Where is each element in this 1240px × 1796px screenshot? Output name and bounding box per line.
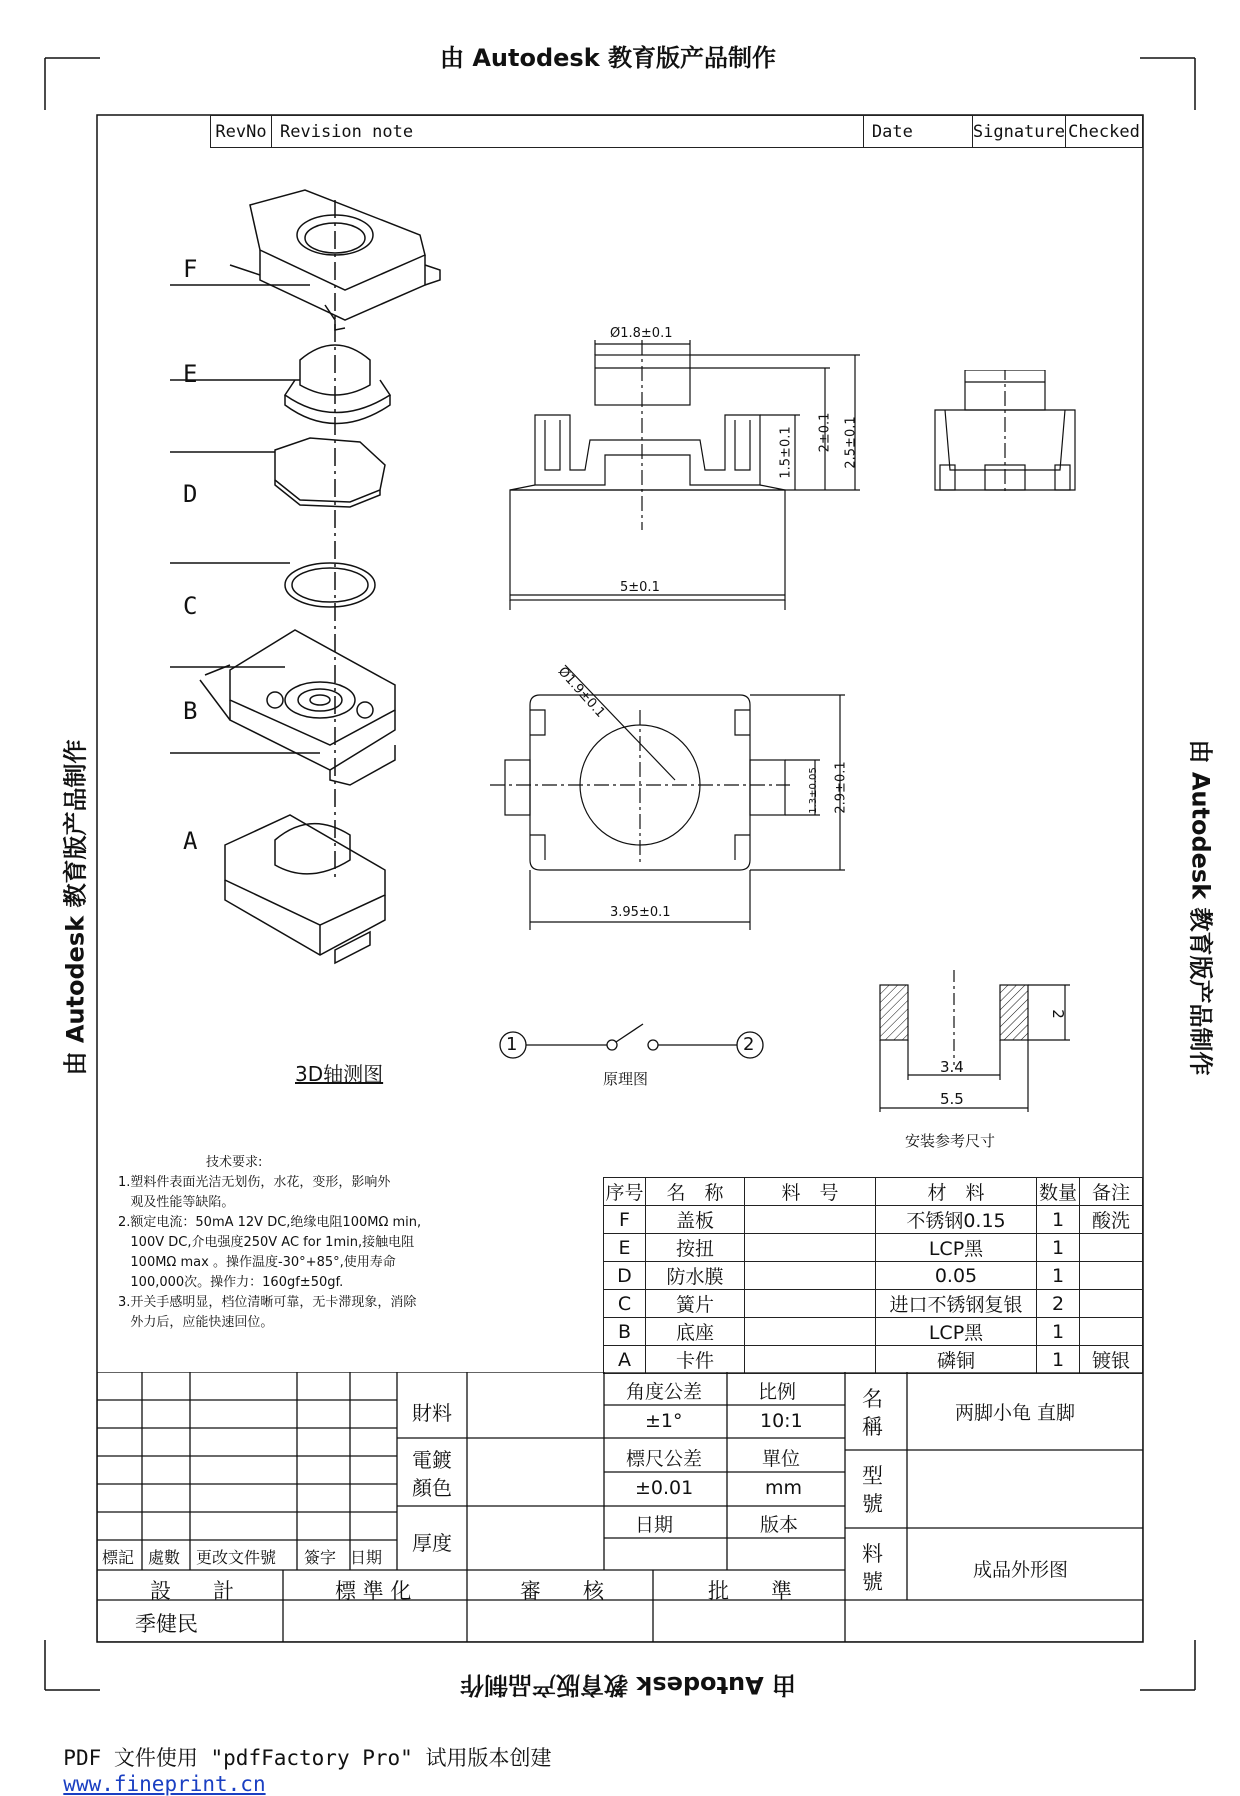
unit-value: mm bbox=[765, 1477, 803, 1499]
bom-cell: 镀银 bbox=[1080, 1346, 1143, 1374]
rev-col-revno: RevNo bbox=[211, 116, 272, 148]
dim-cap-diameter: Ø1.8±0.1 bbox=[610, 326, 673, 341]
bom-cell: 1 bbox=[1037, 1318, 1080, 1346]
version-label: 版本 bbox=[760, 1514, 799, 1536]
table-row bbox=[604, 1234, 1143, 1262]
rev-col-signature: Signature bbox=[972, 116, 1065, 148]
bom-cell: F bbox=[604, 1206, 646, 1234]
bom-cell: 1 bbox=[1037, 1262, 1080, 1290]
dim-pad-height: 2 bbox=[1048, 1009, 1067, 1019]
notes-line: 外力后，应能快速回位。 bbox=[118, 1315, 274, 1330]
bom-cell bbox=[745, 1318, 876, 1346]
design-label: 設 計 bbox=[150, 1579, 234, 1603]
name-label: 名稱 bbox=[862, 1387, 883, 1439]
scale-value: 10:1 bbox=[760, 1410, 803, 1432]
bom-cell: 进口不锈钢复银 bbox=[876, 1290, 1037, 1318]
thickness-label: 厚度 bbox=[412, 1531, 452, 1555]
bom-cell bbox=[1080, 1290, 1143, 1318]
rev-col-mark: 標記 bbox=[102, 1548, 135, 1567]
side-view bbox=[490, 320, 890, 610]
table-row bbox=[604, 1262, 1143, 1290]
bom-cell: 1 bbox=[1037, 1234, 1080, 1262]
bom-cell: 酸洗 bbox=[1080, 1206, 1143, 1234]
material-label: 財料 bbox=[412, 1401, 452, 1425]
bom-table bbox=[603, 1177, 1143, 1374]
bom-header-row bbox=[604, 1178, 1143, 1206]
label-a: A bbox=[183, 827, 198, 855]
date-label: 日期 bbox=[635, 1514, 674, 1536]
technical-notes bbox=[118, 1153, 598, 1333]
label-b: B bbox=[183, 697, 198, 725]
rev-col-date: Date bbox=[863, 116, 972, 148]
watermark-top: 由 Autodesk 教育版产品制作 bbox=[440, 44, 777, 72]
bom-cell: LCP黑 bbox=[876, 1234, 1037, 1262]
caption-schematic: 原理图 bbox=[603, 1070, 649, 1088]
end-view bbox=[930, 370, 1110, 500]
terminal-1: 1 bbox=[506, 1034, 518, 1055]
model-label: 型號 bbox=[862, 1464, 883, 1516]
notes-line: 观及性能等缺陷。 bbox=[118, 1195, 235, 1210]
label-c: C bbox=[183, 592, 198, 620]
bom-cell: D bbox=[604, 1262, 646, 1290]
notes-line: 100,000次。操作力：160gf±50gf. bbox=[118, 1275, 344, 1290]
exploded-view bbox=[170, 180, 470, 1100]
angle-tol-value: ±1° bbox=[645, 1410, 683, 1432]
caption-3d-view: 3D轴测图 bbox=[295, 1062, 384, 1086]
part-b-base bbox=[230, 630, 395, 745]
notes-title: 技术要求: bbox=[206, 1155, 263, 1170]
bom-cell: 底座 bbox=[646, 1318, 745, 1346]
bom-cell: 不锈钢0.15 bbox=[876, 1206, 1037, 1234]
bom-cell bbox=[745, 1206, 876, 1234]
bom-header: 料 号 bbox=[745, 1178, 876, 1206]
plating-label: 電鍍顏色 bbox=[412, 1448, 452, 1500]
bom-cell: B bbox=[604, 1318, 646, 1346]
schematic-diagram bbox=[495, 1020, 775, 1070]
bom-cell bbox=[745, 1290, 876, 1318]
notes-line: 100MΩ max 。操作温度-30°+85°,使用寿命 bbox=[118, 1255, 396, 1270]
rev-col-note: Revision note bbox=[272, 116, 864, 148]
bom-cell: 磷铜 bbox=[876, 1346, 1037, 1374]
part-c-contact bbox=[285, 563, 375, 607]
label-d: D bbox=[183, 480, 198, 508]
approve-label: 批 準 bbox=[708, 1579, 792, 1603]
footer-link[interactable]: www.fineprint.cn bbox=[63, 1772, 266, 1796]
bom-cell bbox=[1080, 1318, 1143, 1346]
watermark-right: 由 Autodesk 教育版产品制作 bbox=[1186, 739, 1215, 1076]
partno-value: 成品外形图 bbox=[973, 1559, 1069, 1581]
revision-table bbox=[210, 115, 1143, 148]
bom-header: 序号 bbox=[604, 1178, 646, 1206]
unit-label: 單位 bbox=[762, 1448, 801, 1470]
footer-text: PDF 文件使用 "pdfFactory Pro" 试用版本创建 bbox=[63, 1746, 552, 1770]
standard-label: 標 準 化 bbox=[335, 1579, 412, 1603]
dim-h3: 2.5±0.1 bbox=[843, 416, 859, 469]
partno-label: 料號 bbox=[862, 1542, 883, 1594]
part-assembled bbox=[225, 815, 385, 925]
dim-tol-label: 標尺公差 bbox=[626, 1448, 703, 1470]
rev-col-checked: Checked bbox=[1066, 116, 1143, 148]
part-d-membrane bbox=[275, 438, 385, 502]
rev-col-date: 日期 bbox=[350, 1548, 383, 1567]
terminal-2: 2 bbox=[743, 1034, 755, 1055]
dim-top-diameter: Ø1.9±0.1 bbox=[554, 664, 608, 721]
bom-header: 材 料 bbox=[876, 1178, 1037, 1206]
notes-line: 2.额定电流：50mA 12V DC,绝缘电阻100MΩ min, bbox=[118, 1215, 422, 1230]
caption-mount: 安装参考尺寸 bbox=[905, 1132, 996, 1150]
scale-label: 比例 bbox=[758, 1381, 797, 1403]
label-f: F bbox=[183, 255, 198, 283]
bom-cell: 防水膜 bbox=[646, 1262, 745, 1290]
review-label: 審 核 bbox=[520, 1579, 604, 1603]
dim-h1: 1.5±0.1 bbox=[778, 426, 794, 479]
watermark-bottom: 由 Autodesk 教育版产品制作 bbox=[460, 1671, 797, 1699]
table-row bbox=[604, 1318, 1143, 1346]
notes-line: 3.开关手感明显，档位清晰可靠，无卡滞现象，消除 bbox=[118, 1295, 417, 1310]
bom-cell: A bbox=[604, 1346, 646, 1374]
bom-header: 名 称 bbox=[646, 1178, 745, 1206]
bom-cell bbox=[745, 1262, 876, 1290]
rev-col-count: 處數 bbox=[148, 1548, 181, 1567]
dim-tol-value: ±0.01 bbox=[635, 1477, 694, 1499]
label-e: E bbox=[183, 360, 198, 388]
bom-cell: 1 bbox=[1037, 1206, 1080, 1234]
designer-name: 季健民 bbox=[135, 1612, 198, 1636]
dim-pad-total: 5.5 bbox=[940, 1090, 964, 1108]
bom-cell: 0.05 bbox=[876, 1262, 1037, 1290]
bom-cell bbox=[745, 1346, 876, 1374]
dim-pad-gap: 3.4 bbox=[940, 1058, 964, 1076]
notes-line: 1.塑料件表面光洁无划伤，水花，变形，影响外 bbox=[118, 1175, 391, 1190]
bom-cell: 簧片 bbox=[646, 1290, 745, 1318]
dim-w-top: 3.95±0.1 bbox=[610, 905, 671, 920]
table-row bbox=[604, 1346, 1143, 1374]
watermark-left: 由 Autodesk 教育版产品制作 bbox=[61, 739, 90, 1076]
rev-col-sign: 簽字 bbox=[304, 1548, 337, 1567]
bom-cell: 卡件 bbox=[646, 1346, 745, 1374]
bom-cell: 按扭 bbox=[646, 1234, 745, 1262]
angle-tol-label: 角度公差 bbox=[626, 1381, 703, 1403]
bom-header: 数量 bbox=[1037, 1178, 1080, 1206]
bom-cell: E bbox=[604, 1234, 646, 1262]
bom-cell bbox=[1080, 1262, 1143, 1290]
rev-col-docno: 更改文件號 bbox=[196, 1548, 277, 1567]
bom-cell: C bbox=[604, 1290, 646, 1318]
dim-h2: 2±0.1 bbox=[817, 412, 833, 453]
dim-w-side: 5±0.1 bbox=[620, 580, 660, 595]
pdf-footer bbox=[38, 1718, 551, 1796]
bom-cell: 盖板 bbox=[646, 1206, 745, 1234]
notes-line: 100V DC,介电强度250V AC for 1min,接触电阻 bbox=[118, 1235, 415, 1250]
bom-cell: 2 bbox=[1037, 1290, 1080, 1318]
part-f-cover bbox=[250, 190, 425, 290]
dim-pin-width: 1.3±0.05 bbox=[807, 767, 819, 814]
bom-cell: 1 bbox=[1037, 1346, 1080, 1374]
bom-cell bbox=[1080, 1234, 1143, 1262]
dim-depth: 2.9±0.1 bbox=[833, 761, 849, 814]
bom-header: 备注 bbox=[1080, 1178, 1143, 1206]
table-row bbox=[604, 1290, 1143, 1318]
mount-footprint bbox=[870, 970, 1080, 1120]
bom-cell: LCP黑 bbox=[876, 1318, 1037, 1346]
table-row bbox=[604, 1206, 1143, 1234]
name-value: 两脚小龟 直脚 bbox=[955, 1402, 1076, 1424]
bom-cell bbox=[745, 1234, 876, 1262]
